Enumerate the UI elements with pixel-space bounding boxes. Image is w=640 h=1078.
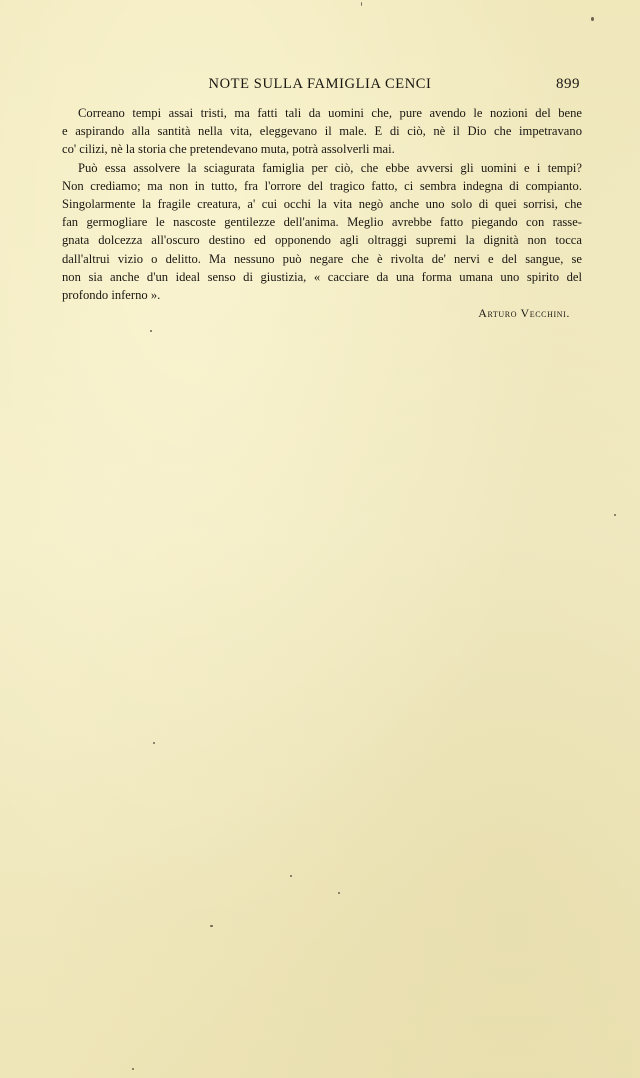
text-line: e aspirando alla santità nella vita, eleggevano il male. E di ciò, nè il Dio che impetravano xyxy=(62,124,582,139)
paper-speck xyxy=(210,925,213,927)
paper-speck xyxy=(290,875,292,877)
text-line: profondo inferno ». xyxy=(62,287,161,302)
paper-speck xyxy=(361,2,362,6)
author-signature xyxy=(478,306,570,321)
text-line: Correano tempi assai tristi, ma fatti tali da uomini che, pure avendo le nozioni del bene xyxy=(78,106,582,120)
paper-speck xyxy=(150,330,152,332)
page-number: 899 xyxy=(556,76,580,92)
text-line: Può essa assolvere la sciagurata famiglia per ciò, che ebbe avversi gli uomini e i tempi? xyxy=(78,160,582,175)
paper-speck xyxy=(132,1068,134,1070)
paper-speck xyxy=(614,514,616,516)
author-name: Arturo Vecchini. xyxy=(478,306,570,320)
running-head xyxy=(60,76,580,96)
text-line: dall'altrui vizio o delitto. Ma nessuno può negare che è rivolta de' nervi e del sangue, se xyxy=(62,251,582,266)
text-line: Singolarmente la fragile creatura, a' cui occhi la vita negò anche uno solo di quei sorrisi, che xyxy=(62,196,582,211)
text-line: co' cilizi, nè la storia che pretendevano muta, potrà assolverli mai. xyxy=(62,142,395,157)
paragraph-2 xyxy=(62,159,582,305)
running-title: NOTE SULLA FAMIGLIA CENCI xyxy=(208,76,432,92)
text-line: gnata dolcezza all'oscuro destino ed opponendo agli oltraggi supremi la dignità non tocca xyxy=(62,233,582,248)
article-body xyxy=(62,104,582,304)
text-line: Non crediamo; ma non in tutto, fra l'orrore del tragico fatto, ci sembra indegna di compianto. xyxy=(62,178,582,193)
paragraph-1 xyxy=(62,104,582,159)
text-line: fan germogliare le nascoste gentilezze dell'anima. Meglio avrebbe fatto piegando con rasse- xyxy=(62,215,582,230)
paper-speck xyxy=(153,742,155,744)
paper-speck xyxy=(591,17,594,21)
paper-speck xyxy=(338,892,340,894)
text-line: non sia anche d'un ideal senso di giustizia, « cacciare da una forma umana uno spirito del xyxy=(62,269,582,284)
